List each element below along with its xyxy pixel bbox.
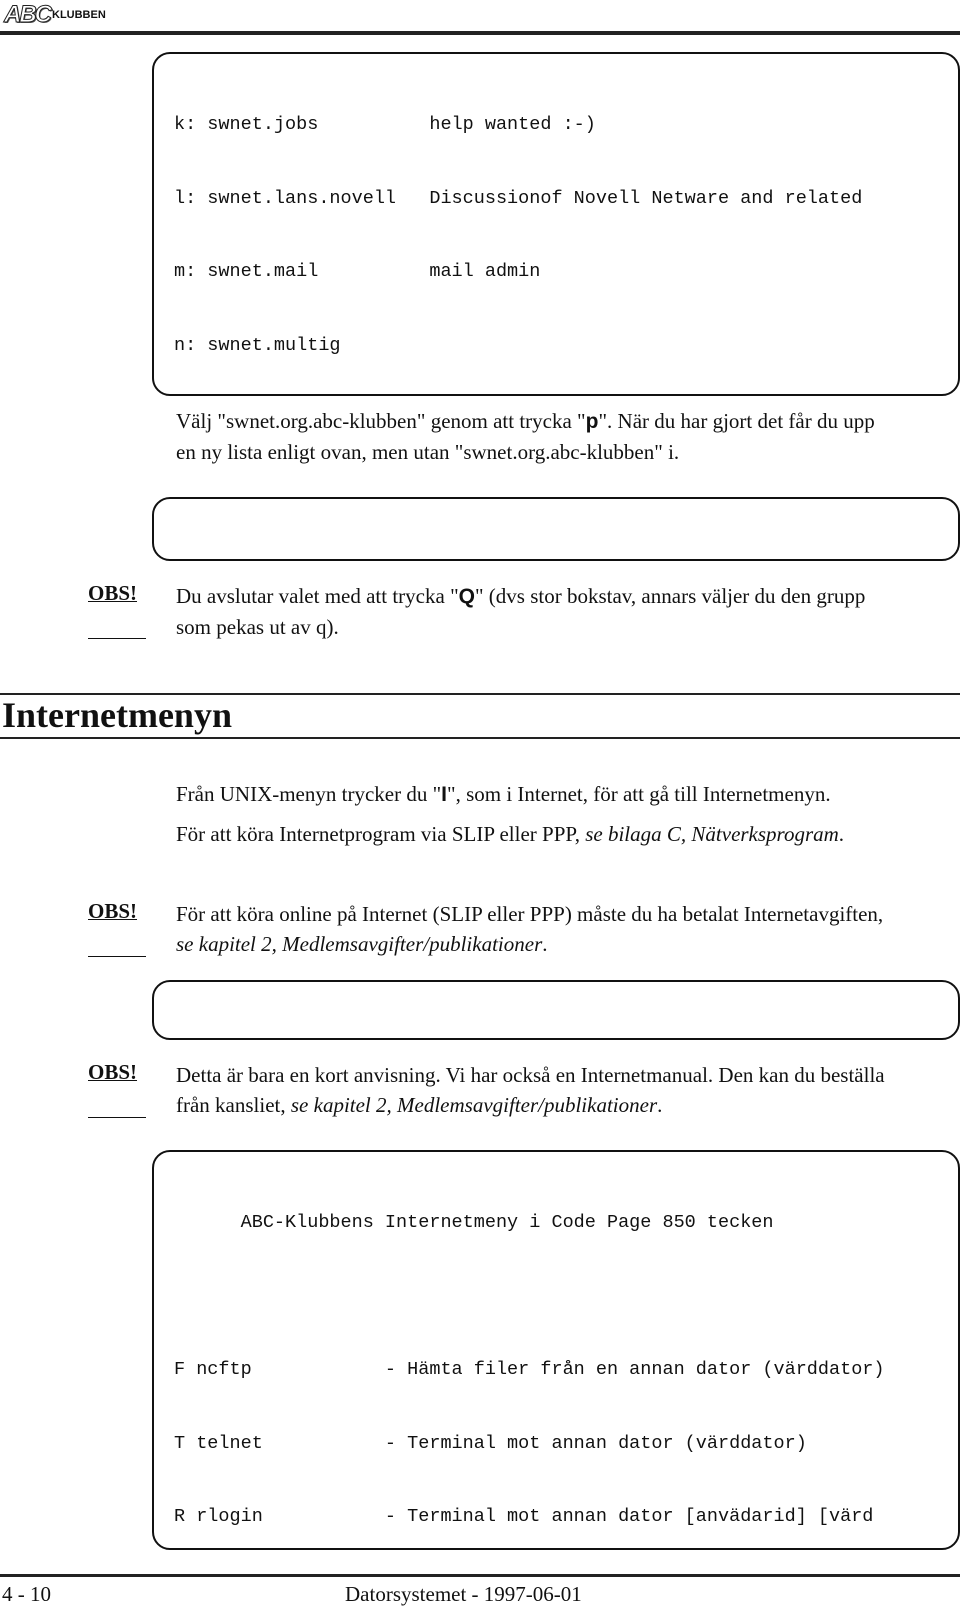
choice-prompt-box	[152, 980, 960, 1040]
logo-text: KLUBBEN	[52, 9, 106, 21]
text-segment: " (dvs stor bokstav, annars väljer du den grupp	[474, 584, 866, 608]
obs-underline	[88, 638, 146, 639]
menu-item: F ncftp - Hämta filer från en annan dator (värddator)	[174, 1359, 885, 1380]
text-segment: Välj "swnet.org.abc-klubben" genom att trycka "	[176, 409, 586, 433]
menu-title: ABC-Klubbens Internetmeny i Code Page 850 tecken	[174, 1212, 774, 1233]
obs-label: OBS!	[88, 899, 138, 923]
obs-label: OBS!	[88, 581, 138, 605]
internet-menu-box	[152, 1150, 960, 1550]
key-q: Q	[458, 585, 475, 608]
cross-reference: se bilaga C, Nätverksprogram	[585, 822, 839, 846]
text-segment: .	[838, 822, 845, 846]
abc-klubben-logo	[4, 2, 106, 28]
text-segment: För att köra Internetprogram via SLIP eller PPP,	[176, 822, 586, 846]
text-segment: ". När du har gjort det får du upp	[598, 409, 875, 433]
text-segment: .	[657, 1093, 663, 1117]
cross-reference: se kapitel 2, Medlemsavgifter/publikationer	[290, 1093, 658, 1117]
logo-mark: ABC	[4, 1, 50, 28]
select-prompt-box	[152, 497, 960, 561]
section-rule-bottom	[0, 737, 960, 739]
paragraph-line: Detta är bara en kort anvisning. Vi har också en Internetmanual. Den kan du beställa	[176, 1063, 885, 1087]
paragraph-line	[176, 779, 956, 810]
obs-note	[176, 899, 956, 959]
text-segment: ", som i Internet, för att gå till Internetmenyn.	[447, 782, 831, 806]
text-segment: Från UNIX-menyn trycker du "	[176, 782, 442, 806]
footer-title: Datorsystemet - 1997-06-01	[345, 1582, 582, 1606]
obs-note	[176, 1060, 956, 1120]
menu-item: R rlogin - Terminal mot annan dator [anvädarid] [värd	[174, 1506, 874, 1527]
header-rule	[0, 31, 960, 35]
cross-reference: se kapitel 2, Medlemsavgifter/publikationer	[176, 932, 543, 956]
obs-note	[176, 581, 956, 642]
text-segment: .	[542, 932, 548, 956]
paragraph-line: För att köra online på Internet (SLIP eller PPP) måste du ha betalat Internetavgiften,	[176, 902, 884, 926]
instruction-paragraph	[176, 406, 956, 467]
menu-item: T telnet - Terminal mot annan dator (värddator)	[174, 1432, 807, 1454]
paragraph-line	[176, 406, 956, 437]
slip-ppp-paragraph	[176, 819, 956, 849]
text-segment: Du avslutar valet med att trycka "	[176, 584, 459, 608]
paragraph-line	[176, 1090, 956, 1120]
page-number: 4 - 10	[2, 1582, 51, 1606]
obs-label: OBS!	[88, 1060, 138, 1084]
key-p: p	[585, 410, 599, 433]
text-segment: från kansliet,	[176, 1093, 291, 1117]
paragraph-line: en ny lista enligt ovan, men utan "swnet.org.abc-klubben" i.	[176, 440, 680, 464]
paragraph-line	[176, 581, 956, 612]
paragraph-line	[176, 819, 956, 849]
newsgroup-terminal-box	[152, 52, 960, 396]
key-i: I	[441, 783, 448, 806]
terminal-line: l: swnet.lans.novell Discussionof Novell Netware and related	[174, 187, 863, 209]
footer-rule	[0, 1574, 960, 1577]
internetmenu-paragraph	[176, 779, 956, 810]
paragraph-line: som pekas ut av q).	[176, 615, 339, 639]
section-title: Internetmenyn	[2, 695, 232, 735]
obs-underline	[88, 956, 146, 957]
paragraph-line	[176, 929, 956, 959]
obs-underline	[88, 1117, 146, 1118]
terminal-line: k: swnet.jobs help wanted :-)	[174, 114, 596, 135]
terminal-line: m: swnet.mail mail admin	[174, 261, 541, 282]
terminal-line: n: swnet.multig	[174, 334, 341, 356]
blank-line	[174, 1285, 958, 1310]
